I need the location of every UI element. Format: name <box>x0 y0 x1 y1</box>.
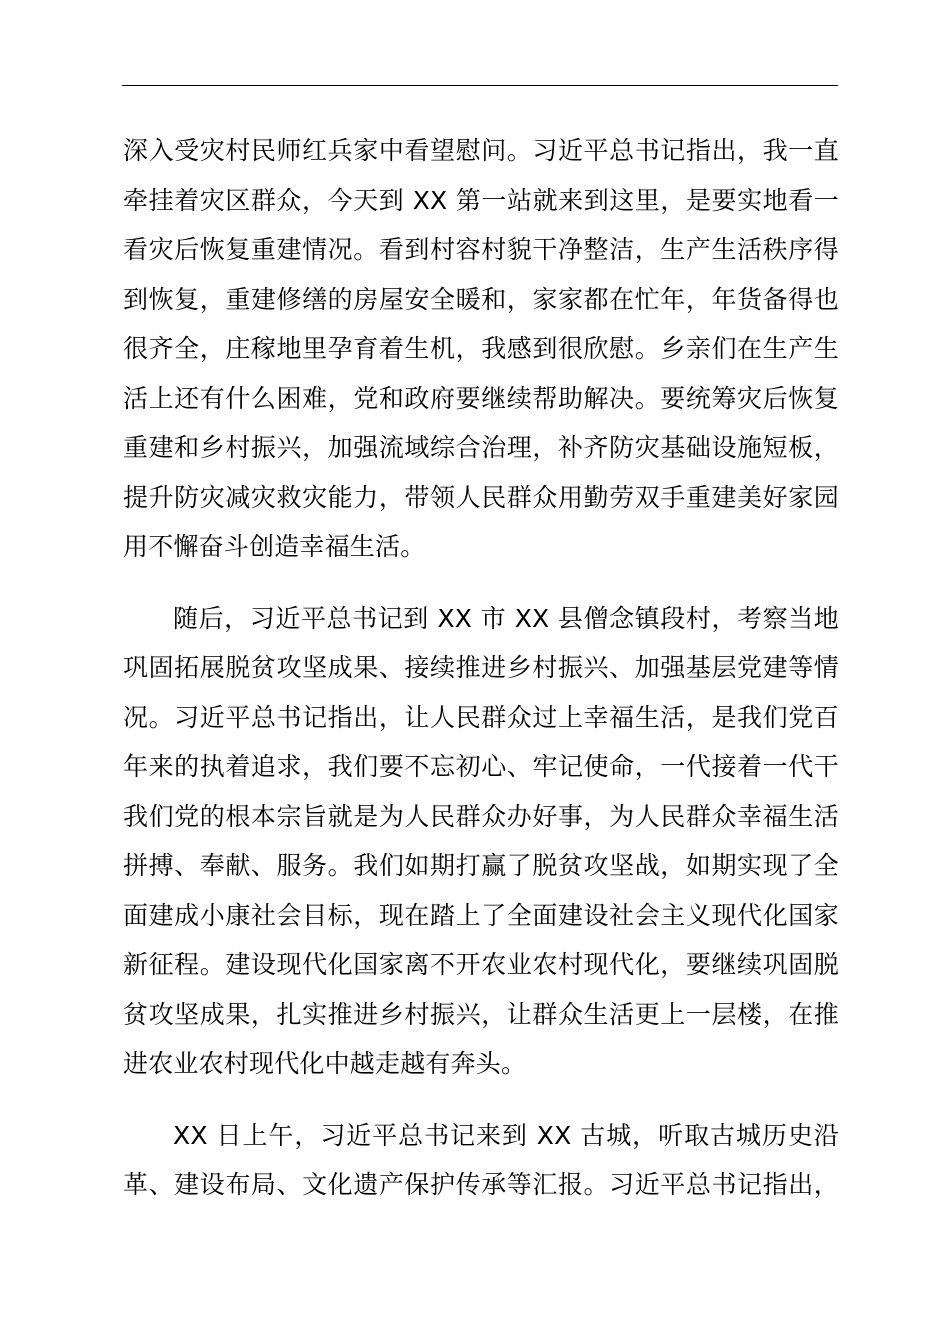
paragraph-2 <box>123 594 839 1089</box>
document-body <box>123 126 839 1210</box>
text-line: XX 日上午，习近平总书记来到 XX 古城，听取古城历史沿 <box>173 1120 839 1150</box>
text-line: 用不懈奋斗创造幸福生活。 <box>123 532 426 561</box>
header-rule <box>122 85 838 86</box>
text-line: 活上还有什么困难，党和政府要继续帮助解决。要统筹灾后恢复 <box>123 383 839 413</box>
paragraph-1 <box>123 126 839 572</box>
text-line: 革、建设布局、文化遗产保护传承等汇报。习近平总书记指出， <box>123 1170 839 1199</box>
text-line: 看灾后恢复重建情况。看到村容村貌干净整洁，生产生活秩序得 <box>123 235 839 264</box>
text-line: 深入受灾村民师红兵家中看望慰问。习近平总书记指出，我一直 <box>123 136 839 165</box>
text-line: 牵挂着灾区群众，今天到 XX 第一站就来到这里，是要实地看一 <box>123 185 839 215</box>
text-line: 贫攻坚成果，扎实推进乡村振兴，让群众生活更上一层楼，在推 <box>123 999 839 1029</box>
text-line: 况。习近平总书记指出，让人民群众过上幸福生活，是我们党百 <box>123 702 839 732</box>
text-line: 年来的执着追求，我们要不忘初心、牢记使命，一代接着一代干 <box>123 752 839 781</box>
paragraph-gap <box>123 572 839 594</box>
text-line: 提升防灾减灾救灾能力，带领人民群众用勤劳双手重建美好家园 <box>123 482 839 512</box>
text-line: 巩固拓展脱贫攻坚成果、接续推进乡村振兴、加强基层党建等情 <box>123 653 839 682</box>
text-line: 随后，习近平总书记到 XX 市 XX 县僧念镇段村，考察当地 <box>173 603 839 633</box>
text-line: 面建成小康社会目标，现在踏上了全面建设社会主义现代化国家 <box>123 900 839 930</box>
text-line: 很齐全，庄稼地里孕育着生机，我感到很欣慰。乡亲们在生产生 <box>123 334 839 363</box>
paragraph-3 <box>123 1111 839 1210</box>
text-line: 新征程。建设现代化国家离不开农业农村现代化，要继续巩固脱 <box>123 950 839 979</box>
text-line: 拼搏、奉献、服务。我们如期打赢了脱贫攻坚战，如期实现了全 <box>123 851 839 880</box>
text-line: 到恢复，重建修缮的房屋安全暖和，家家都在忙年，年货备得也 <box>123 284 839 314</box>
paragraph-gap <box>123 1089 839 1111</box>
text-line: 我们党的根本宗旨就是为人民群众办好事，为人民群众幸福生活 <box>123 801 839 831</box>
text-line: 进农业农村现代化中越走越有奔头。 <box>123 1049 527 1078</box>
text-line: 重建和乡村振兴，加强流域综合治理，补齐防灾基础设施短板， <box>123 433 839 462</box>
